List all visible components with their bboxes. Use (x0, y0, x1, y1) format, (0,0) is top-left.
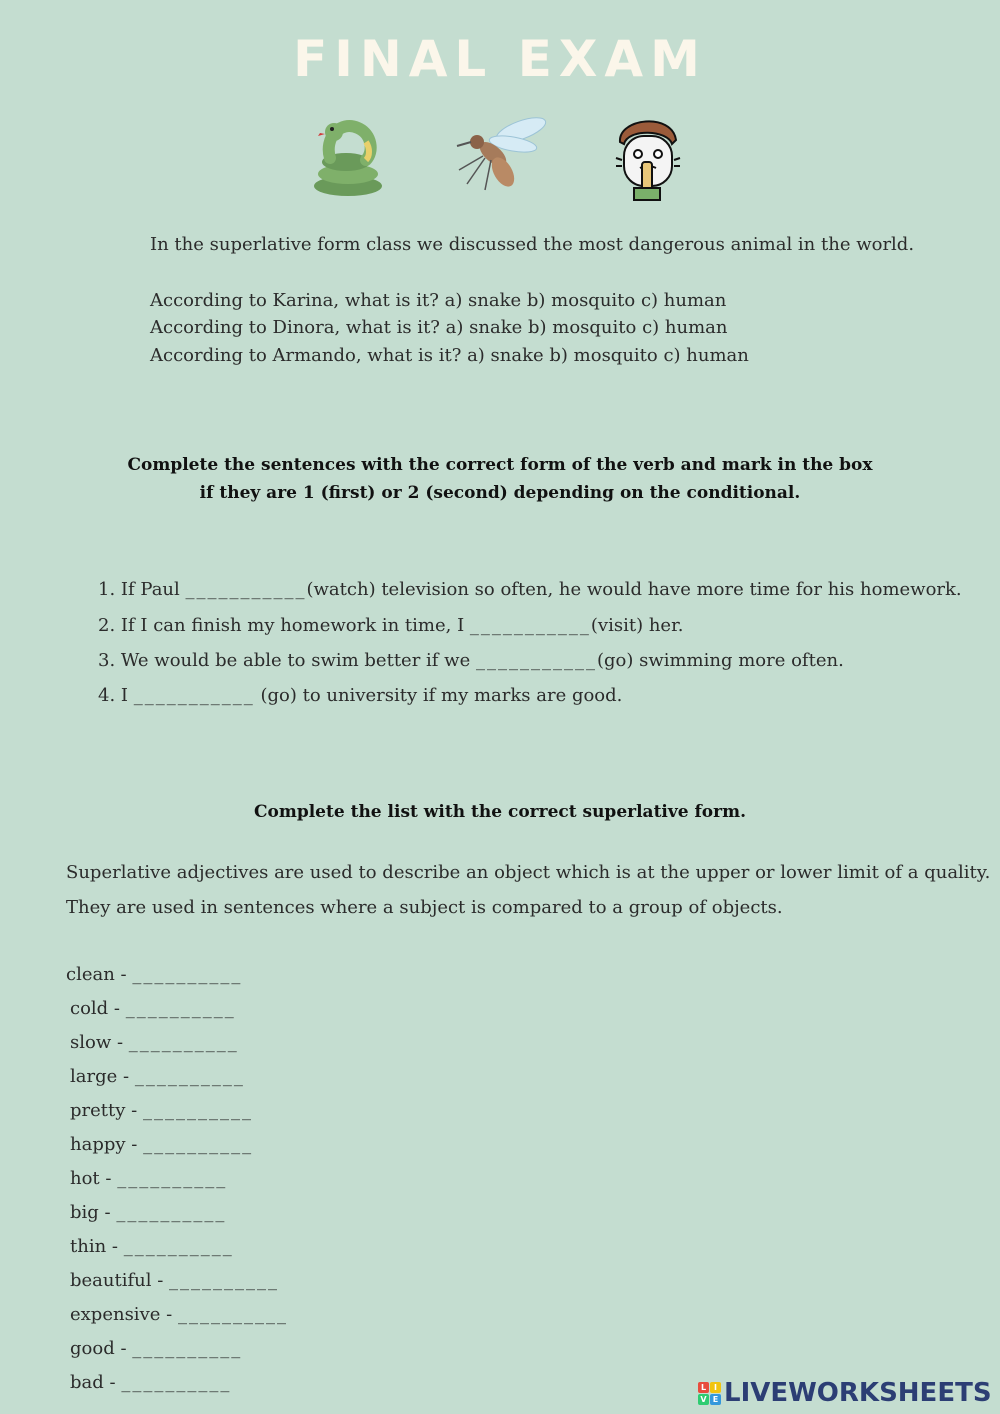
list-item: pretty - __________ (70, 1100, 253, 1121)
description-line-1: Superlative adjectives are used to describe an object which is at the upper or lower limit of a quality. (66, 862, 991, 883)
blank-input[interactable]: __________ (134, 1066, 245, 1087)
list-item: hot - __________ (70, 1168, 228, 1189)
list-item: good - __________ (70, 1338, 243, 1359)
brand-name: LIVEWORKSHEETS (724, 1378, 992, 1408)
section1-heading-line2: if they are 1 (first) or 2 (second) depending on the conditional. (199, 483, 801, 503)
blank-input[interactable]: ___________ (133, 685, 255, 706)
list-item: slow - __________ (70, 1032, 239, 1053)
blank-input[interactable]: __________ (123, 1236, 234, 1257)
list-item: bad - __________ (70, 1372, 232, 1393)
blank-input[interactable]: __________ (142, 1100, 253, 1121)
list-item: happy - __________ (70, 1134, 254, 1155)
blank-input[interactable]: __________ (132, 964, 243, 985)
list-item: clean - __________ (66, 964, 243, 985)
list-item: large - __________ (70, 1066, 245, 1087)
question-karina: According to Karina, what is it? a) snake b) mosquito c) human (150, 290, 727, 311)
blank-input[interactable]: ___________ (185, 579, 307, 600)
blank-input[interactable]: __________ (143, 1134, 254, 1155)
blank-input[interactable]: ___________ (475, 650, 597, 671)
blank-input[interactable]: __________ (117, 1168, 228, 1189)
list-item: big - __________ (70, 1202, 227, 1223)
mosquito-icon (455, 112, 547, 192)
blank-input[interactable]: __________ (132, 1338, 243, 1359)
sentence-4: 4. I ___________ (go) to university if my marks are good. (98, 685, 623, 706)
liveworksheets-logo[interactable] (698, 1378, 992, 1408)
list-item: thin - __________ (70, 1236, 234, 1257)
blank-input[interactable]: __________ (121, 1372, 232, 1393)
page-title: FINAL EXAM (293, 30, 707, 88)
brand-logo-icon: L I V E (698, 1382, 721, 1405)
sentence-2: 2. If I can finish my homework in time, I ___________(visit) her. (98, 615, 684, 636)
intro-text: In the superlative form class we discussed the most dangerous animal in the world. (150, 234, 915, 255)
blank-input[interactable]: __________ (177, 1304, 288, 1325)
question-dinora: According to Dinora, what is it? a) snake b) mosquito c) human (150, 317, 728, 338)
blank-input[interactable]: __________ (128, 1032, 239, 1053)
blank-input[interactable]: __________ (116, 1202, 227, 1223)
section2-heading: Complete the list with the correct superlative form. (253, 802, 747, 822)
question-armando: According to Armando, what is it? a) snake b) mosquito c) human (150, 345, 749, 366)
person-icon (612, 112, 684, 202)
blank-input[interactable]: __________ (125, 998, 236, 1019)
section1-heading-line1: Complete the sentences with the correct form of the verb and mark in the box (127, 455, 873, 475)
description-line-2: They are used in sentences where a subject is compared to a group of objects. (66, 897, 783, 918)
section1-heading (0, 451, 1000, 507)
list-item: cold - __________ (70, 998, 236, 1019)
list-item: beautiful - __________ (70, 1270, 280, 1291)
sentence-3: 3. We would be able to swim better if we ___________(go) swimming more often. (98, 650, 844, 671)
snake-icon (310, 118, 388, 200)
blank-input[interactable]: __________ (169, 1270, 280, 1291)
sentence-1: 1. If Paul ___________(watch) television so often, he would have more time for his homework. (98, 579, 962, 600)
list-item: expensive - __________ (70, 1304, 288, 1325)
blank-input[interactable]: ___________ (469, 615, 591, 636)
